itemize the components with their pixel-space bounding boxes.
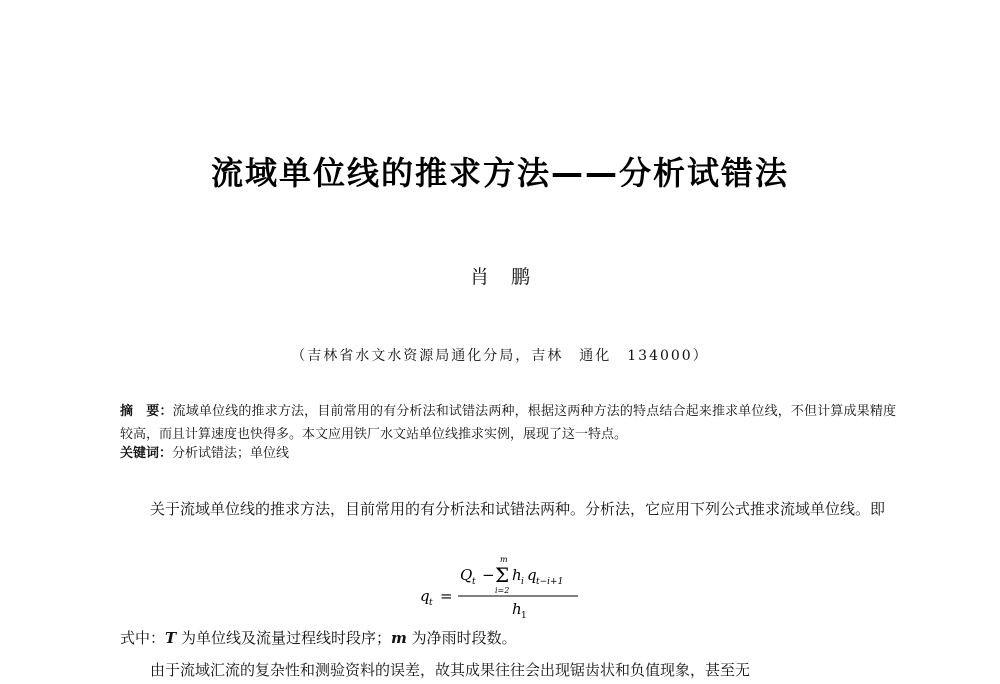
abstract-text: 流域单位线的推求方法，目前常用的有分析法和试错法两种，根据这两种方法的特点结合起来推求单位线，不但计算成果精度较高，而且计算速度也快得多。本文应用铁厂水文站单位线推求实例，展现了这一特点。 bbox=[120, 404, 896, 442]
where-symbol-m: m bbox=[390, 629, 407, 647]
author-name: 肖鹏 bbox=[469, 266, 552, 288]
where-prefix: 式中： bbox=[120, 629, 166, 647]
body-paragraph-1: 关于流域单位线的推求方法，目前常用的有分析法和试错法两种。分析法，它应用下列公式推求流域单位线。即 bbox=[150, 500, 886, 518]
formula-term-h-sub: i bbox=[521, 577, 524, 587]
body-paragraph-2: 由于流域汇流的复杂性和测验资料的误差，故其成果往往会出现锯齿状和负值现象，甚至无 bbox=[150, 661, 751, 679]
where-t-text: 为单位线及流量过程线时段序； bbox=[180, 629, 391, 647]
formula-sum-upper: m bbox=[500, 555, 508, 564]
formula-term-q-sub: t−i+1 bbox=[536, 577, 564, 587]
formula-lhs: q bbox=[420, 587, 430, 605]
formula-explanation bbox=[120, 626, 896, 650]
where-symbol-t: T bbox=[165, 629, 177, 647]
abstract bbox=[120, 400, 896, 446]
formula-lhs-sub: t bbox=[429, 598, 433, 608]
formula-equals: = bbox=[440, 587, 453, 605]
formula-sum-lower: i=2 bbox=[495, 586, 510, 595]
formula-sum-sign: Σ bbox=[495, 563, 510, 587]
formula-denominator-h: h bbox=[512, 600, 522, 618]
keywords bbox=[120, 444, 896, 464]
where-m-text: 为净雨时段数。 bbox=[411, 629, 517, 647]
formula-term-q: q bbox=[527, 566, 537, 584]
paper-title: 流域单位线的推求方法——分析试错法 bbox=[210, 154, 789, 192]
author-affiliation: （吉林省水文水资源局通化分局，吉林 通化 134000） bbox=[291, 348, 709, 364]
unit-hydrograph-formula bbox=[420, 556, 620, 626]
formula-numerator-q: Q bbox=[460, 566, 473, 584]
keywords-text: 分析试错法；单位线 bbox=[172, 446, 290, 461]
formula-minus: − bbox=[482, 566, 495, 584]
keywords-label: 关键词： bbox=[120, 446, 173, 461]
formula-term-h: h bbox=[512, 566, 522, 584]
abstract-label: 摘 要： bbox=[120, 404, 173, 419]
formula-denominator-sub: 1 bbox=[521, 611, 527, 621]
formula-numerator-q-sub: t bbox=[472, 577, 476, 587]
